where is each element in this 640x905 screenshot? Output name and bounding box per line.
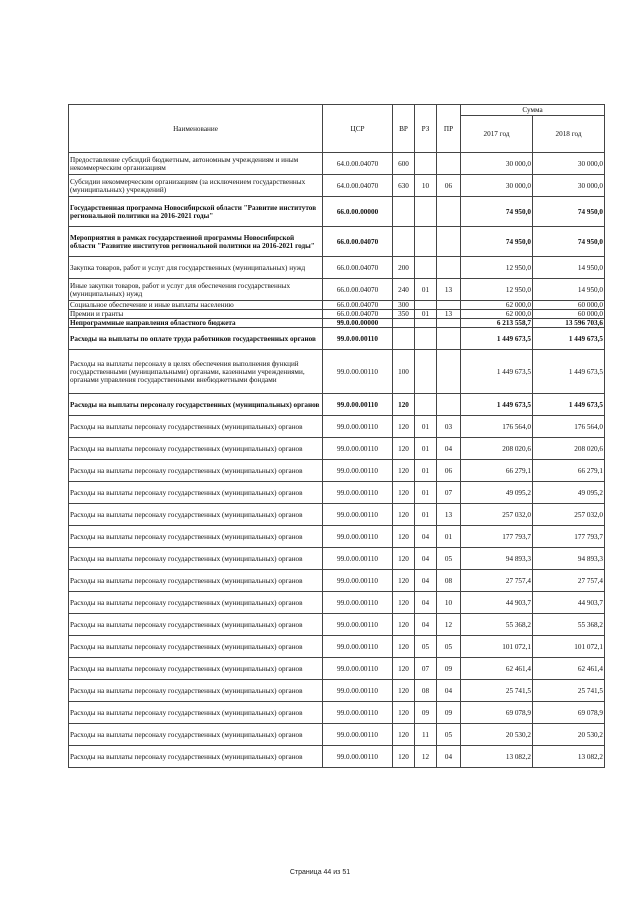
table-row — [69, 724, 605, 746]
row-amount-2017: 1 449 673,5 — [461, 350, 533, 394]
row-csr: 99.0.00.00110 — [323, 460, 393, 482]
row-name: Расходы на выплаты персоналу государственных (муниципальных) органов — [69, 746, 323, 768]
table-row — [69, 416, 605, 438]
row-rz: 01 — [415, 460, 437, 482]
page-number: Страница 44 из 51 — [289, 869, 351, 876]
row-csr: 99.0.00.00110 — [323, 724, 393, 746]
table-row — [69, 570, 605, 592]
row-vr — [393, 197, 415, 227]
row-amount-2017: 176 564,0 — [461, 416, 533, 438]
table-row — [69, 636, 605, 658]
row-name: Субсидии некоммерческим организациям (за исключением государственных (муниципальных) учреждений) — [69, 175, 323, 197]
row-pr: 07 — [437, 482, 461, 504]
row-csr: 99.0.00.00110 — [323, 702, 393, 724]
row-amount-2018: 1 449 673,5 — [533, 394, 605, 416]
header-vr: ВР — [393, 105, 415, 153]
row-pr — [437, 227, 461, 257]
row-rz: 04 — [415, 526, 437, 548]
row-rz — [415, 197, 437, 227]
row-name: Расходы на выплаты персоналу государственных (муниципальных) органов — [69, 724, 323, 746]
row-rz: 05 — [415, 636, 437, 658]
row-name: Иные закупки товаров, работ и услуг для обеспечения государственных (муниципальных) нужд — [69, 279, 323, 301]
row-amount-2017: 177 793,7 — [461, 526, 533, 548]
row-csr: 66.0.00.04070 — [323, 301, 393, 310]
row-pr: 04 — [437, 680, 461, 702]
row-amount-2018: 14 950,0 — [533, 279, 605, 301]
table-row — [69, 153, 605, 175]
row-csr: 66.0.00.04070 — [323, 279, 393, 301]
row-name: Премии и гранты — [69, 310, 323, 319]
row-vr: 120 — [393, 680, 415, 702]
table-row — [69, 548, 605, 570]
row-vr: 120 — [393, 592, 415, 614]
row-amount-2018: 49 095,2 — [533, 482, 605, 504]
table-row — [69, 592, 605, 614]
row-rz: 01 — [415, 416, 437, 438]
row-csr: 99.0.00.00110 — [323, 416, 393, 438]
row-amount-2017: 30 000,0 — [461, 175, 533, 197]
row-pr: 10 — [437, 592, 461, 614]
table-row — [69, 257, 605, 279]
row-vr: 120 — [393, 416, 415, 438]
row-csr: 99.0.00.00110 — [323, 394, 393, 416]
row-vr: 120 — [393, 504, 415, 526]
row-vr — [393, 328, 415, 350]
row-pr — [437, 394, 461, 416]
row-vr: 350 — [393, 310, 415, 319]
row-name: Расходы на выплаты персоналу государственных (муниципальных) органов — [69, 614, 323, 636]
row-name: Предоставление субсидий бюджетным, автономным учреждениям и иным некоммерческим организациям — [69, 153, 323, 175]
row-amount-2017: 62 000,0 — [461, 310, 533, 319]
row-name: Расходы на выплаты персоналу государственных (муниципальных) органов — [69, 438, 323, 460]
row-pr: 09 — [437, 658, 461, 680]
row-rz — [415, 153, 437, 175]
row-csr: 66.0.00.04070 — [323, 227, 393, 257]
row-vr: 120 — [393, 394, 415, 416]
row-amount-2017: 62 461,4 — [461, 658, 533, 680]
row-amount-2018: 176 564,0 — [533, 416, 605, 438]
row-amount-2018: 30 000,0 — [533, 175, 605, 197]
row-csr: 99.0.00.00110 — [323, 658, 393, 680]
row-rz: 01 — [415, 279, 437, 301]
row-amount-2017: 27 757,4 — [461, 570, 533, 592]
row-rz — [415, 394, 437, 416]
row-csr: 99.0.00.00110 — [323, 592, 393, 614]
row-name: Расходы на выплаты персоналу государственных (муниципальных) органов — [69, 680, 323, 702]
row-rz: 11 — [415, 724, 437, 746]
table-body — [69, 153, 605, 768]
row-amount-2018: 177 793,7 — [533, 526, 605, 548]
row-csr: 66.0.00.04070 — [323, 310, 393, 319]
row-csr: 99.0.00.00110 — [323, 614, 393, 636]
row-csr: 99.0.00.00000 — [323, 319, 393, 328]
row-name: Расходы на выплаты персоналу государственных (муниципальных) органов — [69, 416, 323, 438]
table-row — [69, 438, 605, 460]
table-row — [69, 175, 605, 197]
row-amount-2017: 1 449 673,5 — [461, 394, 533, 416]
row-amount-2017: 1 449 673,5 — [461, 328, 533, 350]
row-rz — [415, 257, 437, 279]
row-rz: 08 — [415, 680, 437, 702]
row-rz — [415, 319, 437, 328]
header-pr: ПР — [437, 105, 461, 153]
budget-table — [68, 104, 605, 768]
row-amount-2017: 62 000,0 — [461, 301, 533, 310]
row-amount-2018: 14 950,0 — [533, 257, 605, 279]
row-csr: 99.0.00.00110 — [323, 482, 393, 504]
row-name: Государственная программа Новосибирской области "Развитие институтов региональной политики на 2016-2021 годы" — [69, 197, 323, 227]
row-pr: 05 — [437, 636, 461, 658]
row-amount-2018: 13 596 703,6 — [533, 319, 605, 328]
row-rz: 09 — [415, 702, 437, 724]
row-name: Непрограммные направления областного бюджета — [69, 319, 323, 328]
row-amount-2018: 94 893,3 — [533, 548, 605, 570]
row-amount-2017: 12 950,0 — [461, 279, 533, 301]
row-amount-2017: 6 213 558,7 — [461, 319, 533, 328]
row-name: Расходы на выплаты персоналу в целях обеспечения выполнения функций государственными (муниципальными) органами, казенными учреждениями, органами управления государственными внебюджетными фондами — [69, 350, 323, 394]
row-amount-2017: 55 368,2 — [461, 614, 533, 636]
row-amount-2018: 1 449 673,5 — [533, 328, 605, 350]
row-csr: 99.0.00.00110 — [323, 570, 393, 592]
row-rz: 04 — [415, 614, 437, 636]
row-amount-2017: 13 082,2 — [461, 746, 533, 768]
row-csr: 66.0.00.04070 — [323, 257, 393, 279]
table-row — [69, 504, 605, 526]
row-amount-2018: 62 461,4 — [533, 658, 605, 680]
row-name: Расходы на выплаты персоналу государственных (муниципальных) органов — [69, 504, 323, 526]
row-pr — [437, 328, 461, 350]
row-vr: 120 — [393, 746, 415, 768]
row-rz — [415, 328, 437, 350]
row-pr: 04 — [437, 746, 461, 768]
row-amount-2018: 66 279,1 — [533, 460, 605, 482]
row-vr: 100 — [393, 350, 415, 394]
row-amount-2017: 94 893,3 — [461, 548, 533, 570]
row-rz: 01 — [415, 504, 437, 526]
row-name: Расходы на выплаты персоналу государственных (муниципальных) органов — [69, 548, 323, 570]
table-row — [69, 658, 605, 680]
table-row — [69, 328, 605, 350]
row-name: Расходы на выплаты по оплате труда работников государственных органов — [69, 328, 323, 350]
row-vr: 120 — [393, 526, 415, 548]
row-rz: 01 — [415, 482, 437, 504]
row-amount-2018: 13 082,2 — [533, 746, 605, 768]
row-rz — [415, 301, 437, 310]
row-rz: 04 — [415, 548, 437, 570]
table-row — [69, 680, 605, 702]
row-amount-2018: 74 950,0 — [533, 227, 605, 257]
header-year-2017: 2017 год — [461, 116, 533, 153]
row-vr: 600 — [393, 153, 415, 175]
row-pr — [437, 319, 461, 328]
row-pr: 05 — [437, 724, 461, 746]
row-vr: 120 — [393, 636, 415, 658]
row-name: Закупка товаров, работ и услуг для государственных (муниципальных) нужд — [69, 257, 323, 279]
row-name: Расходы на выплаты персоналу государственных (муниципальных) органов — [69, 570, 323, 592]
row-rz: 01 — [415, 438, 437, 460]
row-csr: 99.0.00.00110 — [323, 680, 393, 702]
header-year-2018: 2018 год — [533, 116, 605, 153]
table-row — [69, 702, 605, 724]
table-row — [69, 350, 605, 394]
row-amount-2018: 44 903,7 — [533, 592, 605, 614]
row-csr: 99.0.00.00110 — [323, 350, 393, 394]
row-amount-2017: 101 072,1 — [461, 636, 533, 658]
table-row — [69, 319, 605, 328]
row-rz — [415, 227, 437, 257]
row-rz — [415, 350, 437, 394]
row-rz: 04 — [415, 592, 437, 614]
row-amount-2018: 60 000,0 — [533, 310, 605, 319]
row-csr: 99.0.00.00110 — [323, 438, 393, 460]
row-amount-2018: 1 449 673,5 — [533, 350, 605, 394]
row-vr: 200 — [393, 257, 415, 279]
row-name: Расходы на выплаты персоналу государственных (муниципальных) органов — [69, 636, 323, 658]
table-row — [69, 746, 605, 768]
row-vr: 120 — [393, 460, 415, 482]
row-vr: 120 — [393, 658, 415, 680]
row-amount-2017: 49 095,2 — [461, 482, 533, 504]
row-csr: 66.0.00.00000 — [323, 197, 393, 227]
row-amount-2018: 69 078,9 — [533, 702, 605, 724]
row-pr: 06 — [437, 460, 461, 482]
row-vr: 120 — [393, 570, 415, 592]
row-name: Мероприятия в рамках государственной программы Новосибирской области "Развитие институтов региональной политики на 2016-2021 годы" — [69, 227, 323, 257]
table-row — [69, 482, 605, 504]
row-vr: 240 — [393, 279, 415, 301]
row-vr: 120 — [393, 482, 415, 504]
row-pr: 06 — [437, 175, 461, 197]
row-amount-2018: 30 000,0 — [533, 153, 605, 175]
row-csr: 64.0.00.04070 — [323, 175, 393, 197]
row-rz: 12 — [415, 746, 437, 768]
row-amount-2017: 30 000,0 — [461, 153, 533, 175]
table-row — [69, 227, 605, 257]
row-vr: 630 — [393, 175, 415, 197]
row-pr: 09 — [437, 702, 461, 724]
row-amount-2018: 74 950,0 — [533, 197, 605, 227]
row-amount-2018: 101 072,1 — [533, 636, 605, 658]
table-row — [69, 526, 605, 548]
row-rz: 10 — [415, 175, 437, 197]
row-amount-2018: 60 000,0 — [533, 301, 605, 310]
row-name: Социальное обеспечение и иные выплаты населению — [69, 301, 323, 310]
row-amount-2017: 74 950,0 — [461, 227, 533, 257]
row-pr — [437, 257, 461, 279]
row-pr — [437, 350, 461, 394]
row-pr: 05 — [437, 548, 461, 570]
row-amount-2018: 257 032,0 — [533, 504, 605, 526]
table-row — [69, 197, 605, 227]
table-row — [69, 301, 605, 310]
row-name: Расходы на выплаты персоналу государственных (муниципальных) органов — [69, 482, 323, 504]
row-pr — [437, 153, 461, 175]
row-amount-2018: 20 530,2 — [533, 724, 605, 746]
row-amount-2017: 74 950,0 — [461, 197, 533, 227]
row-pr — [437, 301, 461, 310]
row-pr: 13 — [437, 310, 461, 319]
row-csr: 99.0.00.00110 — [323, 504, 393, 526]
row-amount-2017: 69 078,9 — [461, 702, 533, 724]
row-vr: 120 — [393, 548, 415, 570]
table-row — [69, 310, 605, 319]
row-pr: 13 — [437, 504, 461, 526]
row-pr: 01 — [437, 526, 461, 548]
header-name: Наименование — [69, 105, 323, 153]
table-row — [69, 394, 605, 416]
row-pr: 08 — [437, 570, 461, 592]
row-vr: 120 — [393, 614, 415, 636]
row-pr — [437, 197, 461, 227]
row-amount-2018: 55 368,2 — [533, 614, 605, 636]
row-amount-2018: 25 741,5 — [533, 680, 605, 702]
row-name: Расходы на выплаты персоналу государственных (муниципальных) органов — [69, 658, 323, 680]
row-name: Расходы на выплаты персоналу государственных (муниципальных) органов — [69, 460, 323, 482]
row-amount-2018: 208 020,6 — [533, 438, 605, 460]
table-row — [69, 460, 605, 482]
row-amount-2017: 208 020,6 — [461, 438, 533, 460]
row-vr: 300 — [393, 301, 415, 310]
row-csr: 99.0.00.00110 — [323, 548, 393, 570]
row-amount-2017: 20 530,2 — [461, 724, 533, 746]
header-sum: Сумма — [461, 105, 605, 116]
row-pr: 04 — [437, 438, 461, 460]
row-vr: 120 — [393, 724, 415, 746]
row-csr: 99.0.00.00110 — [323, 526, 393, 548]
row-amount-2017: 12 950,0 — [461, 257, 533, 279]
row-amount-2018: 27 757,4 — [533, 570, 605, 592]
row-name: Расходы на выплаты персоналу государственных (муниципальных) органов — [69, 526, 323, 548]
row-rz: 04 — [415, 570, 437, 592]
header-rz: РЗ — [415, 105, 437, 153]
row-vr: 120 — [393, 438, 415, 460]
table-row — [69, 614, 605, 636]
header-csr: ЦСР — [323, 105, 393, 153]
row-name: Расходы на выплаты персоналу государственных (муниципальных) органов — [69, 394, 323, 416]
row-vr: 120 — [393, 702, 415, 724]
row-csr: 99.0.00.00110 — [323, 636, 393, 658]
row-csr: 99.0.00.00110 — [323, 328, 393, 350]
row-amount-2017: 25 741,5 — [461, 680, 533, 702]
row-vr — [393, 227, 415, 257]
row-csr: 99.0.00.00110 — [323, 746, 393, 768]
row-name: Расходы на выплаты персоналу государственных (муниципальных) органов — [69, 592, 323, 614]
row-vr — [393, 319, 415, 328]
row-amount-2017: 66 279,1 — [461, 460, 533, 482]
row-rz: 01 — [415, 310, 437, 319]
row-pr: 13 — [437, 279, 461, 301]
table-row — [69, 279, 605, 301]
row-pr: 12 — [437, 614, 461, 636]
row-amount-2017: 257 032,0 — [461, 504, 533, 526]
row-csr: 64.0.00.04070 — [323, 153, 393, 175]
row-amount-2017: 44 903,7 — [461, 592, 533, 614]
row-rz: 07 — [415, 658, 437, 680]
row-pr: 03 — [437, 416, 461, 438]
row-name: Расходы на выплаты персоналу государственных (муниципальных) органов — [69, 702, 323, 724]
